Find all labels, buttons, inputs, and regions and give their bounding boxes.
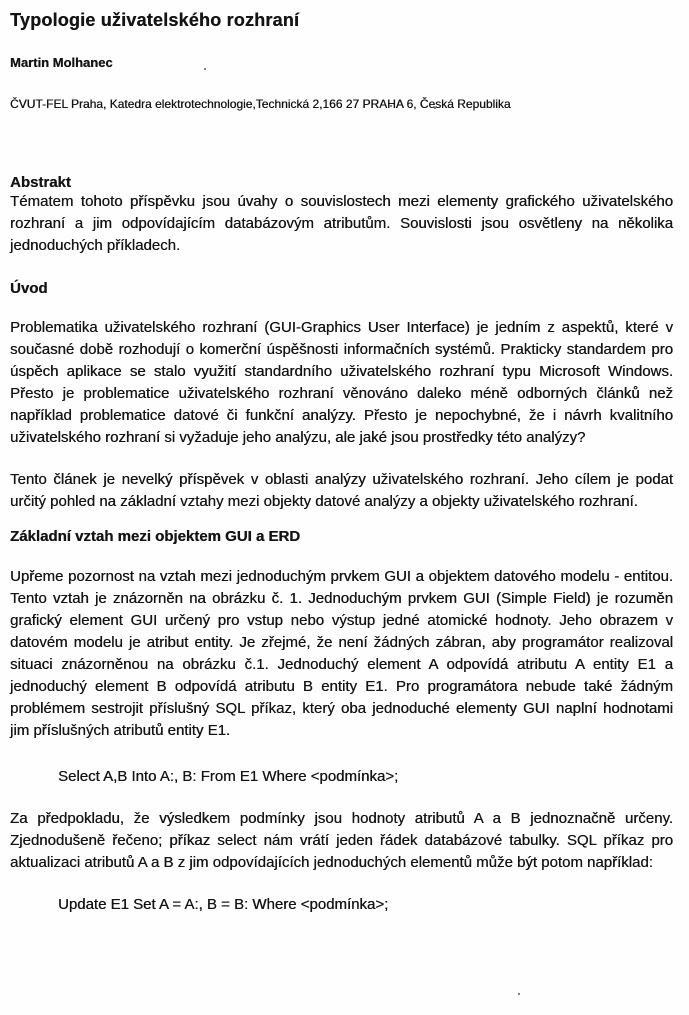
abstract-text: Tématem tohoto příspěvku jsou úvahy o souvislostech mezi elementy grafického uživatelského rozhraní a jim odpovídajícím databázovým atributům. Souvislosti jsou osvětleny na několika jednoduchých příkladech. <box>10 193 673 254</box>
page-title: Typologie uživatelského rozhraní <box>10 10 300 30</box>
section-paragraph-1: Upřeme pozornost na vztah mezi jednoduchým prvkem GUI a objektem datového modelu - entitou. Tento vztah je znázorněn na obrázku č. 1. Jednoduchým prvkem GUI (Simple Field) je rozuměn grafický element GUI určený pro vstup nebo výstup jedné atomické hodnoty. Jeho obrazem v datovém modelu je atribut entity. Je zřejmé, že není žádných zábran, aby programátor realizoval situaci znázorněnou na obrázku č.1. Jednoduchý element A odpovídá atributu A entity E1 a jednoduchý element B odpovídá atributu B entity E1. Pro programátora nebude také žádným problémem sestrojit příslušný SQL příkaz, který oba jednoduché elementy GUI naplní hodnotami jim příslušných atributů entity E1. <box>10 568 673 739</box>
section-paragraph-2: Za předpokladu, že výsledkem podmínky jsou hodnoty atributů A a B jednoznačně určeny. Zjednodušeně řečeno; příkaz select nám vrátí jeden řádek databázové tabulky. SQL příkaz pro aktualizaci atributů A a B z jim odpovídajících jednoduchých elementů může být potom například: <box>10 810 673 871</box>
abstract-heading: Abstrakt <box>10 174 71 191</box>
document-content <box>10 10 673 916</box>
intro-paragraph-1: Problematika uživatelského rozhraní (GUI-Graphics User Interface) je jedním z aspektů, které v současné době rozhodují o komerční úspěšnosti informačních systémů. Prakticky standardem pro úspěch aplikace se stalo využití standardního uživatelského rozhraní typu Microsoft Windows. Přesto je problematice uživatelského rozhraní věnováno daleko méně odborných článků než například problematice datové či funkční analýzy. Přesto je nepochybné, že i návrh kvalitního uživatelského rozhraní si vyžaduje jeho analýzu, ale jaké jsou prostředky této analýzy? <box>10 319 673 446</box>
sql-update-statement: Update E1 Set A = A:, B = B: Where <podmínka>; <box>58 896 389 913</box>
intro-heading: Úvod <box>10 280 48 297</box>
scan-noise-speck <box>518 993 520 995</box>
sql-select-statement: Select A,B Into A:, B: From E1 Where <podmínka>; <box>58 768 399 785</box>
affiliation: ČVUT-FEL Praha, Katedra elektrotechnologie,Technická 2,166 27 PRAHA 6, Česká Republika <box>10 97 511 111</box>
section-heading: Základní vztah mezi objektem GUI a ERD <box>10 528 301 545</box>
intro-paragraph-2: Tento článek je nevelký příspěvek v oblasti analýzy uživatelského rozhraní. Jeho cílem je podat určitý pohled na základní vztahy mezi objekty datové analýzy a objekty uživatelského rozhraní. <box>10 471 673 510</box>
author-name: Martin Molhanec <box>10 55 113 70</box>
